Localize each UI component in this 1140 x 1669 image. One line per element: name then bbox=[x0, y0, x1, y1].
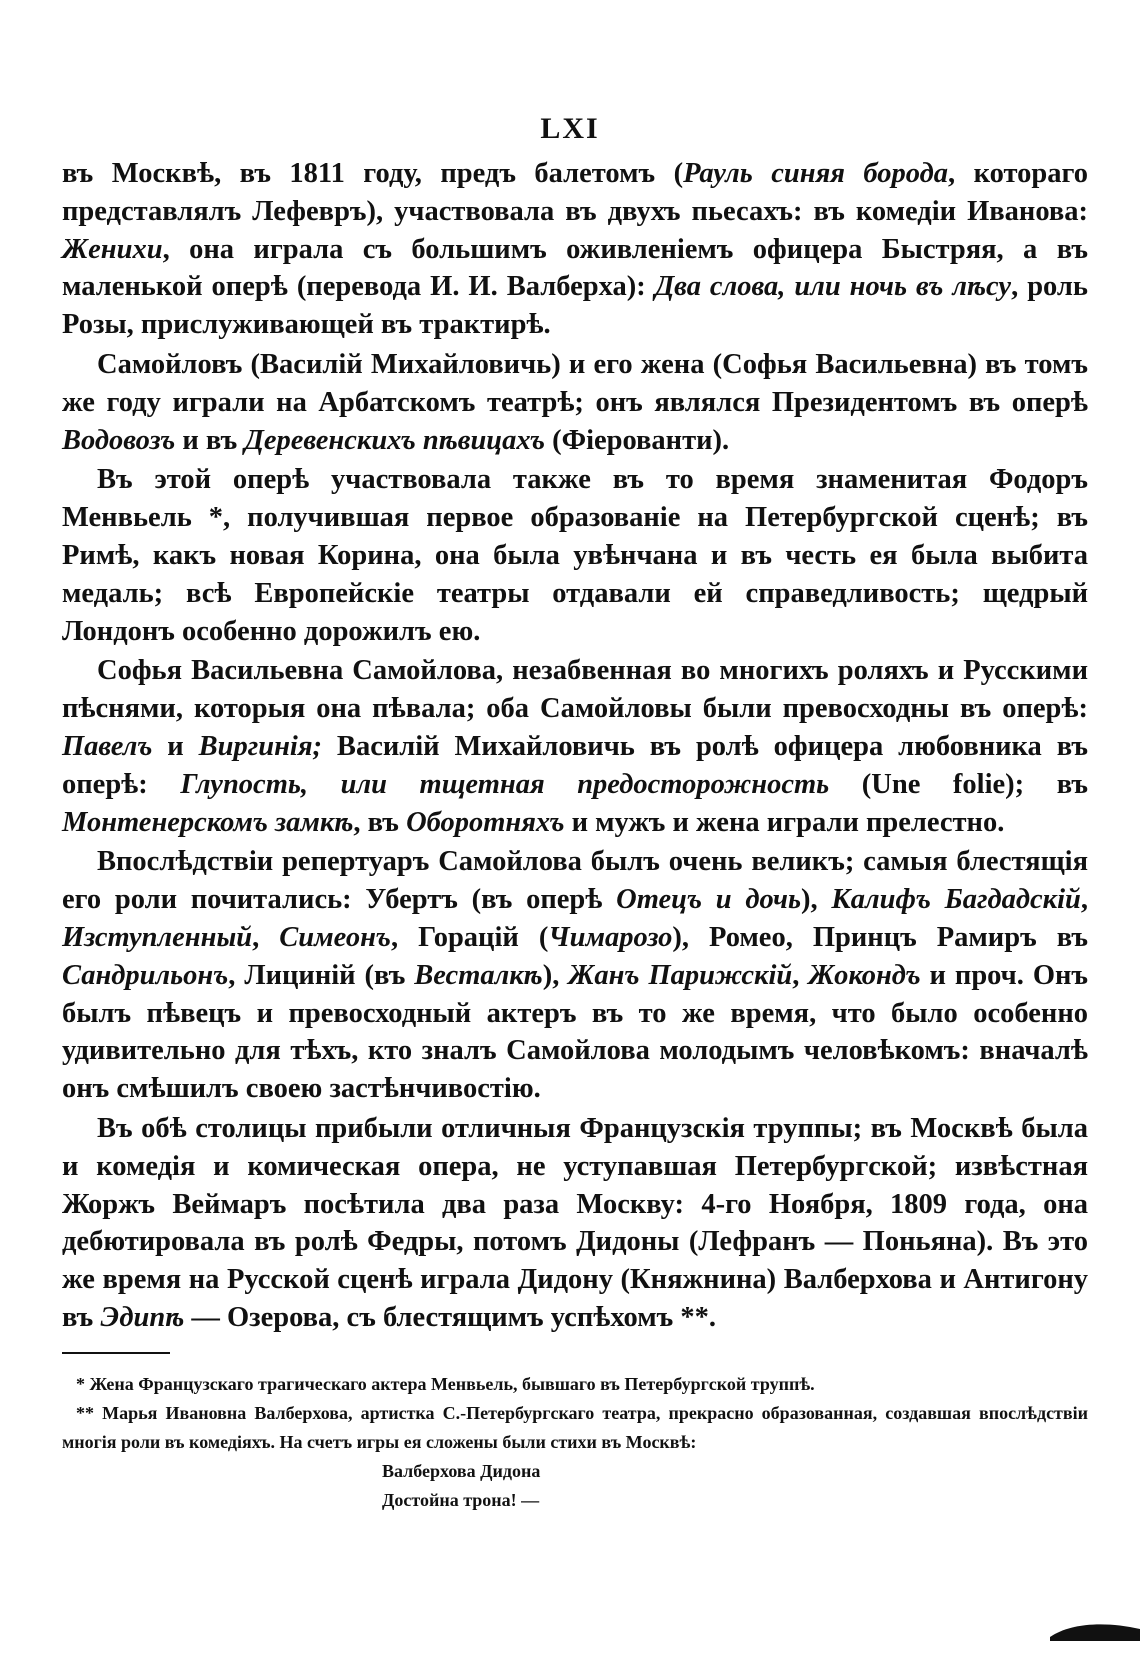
text-run: ), bbox=[801, 884, 832, 916]
footnote-2: ** Марья Ивановна Валберхова, артистка С.-Петербургскаго театра, прекрасно образованная, создавшая впослѣдствіи многія роли въ комедіяхъ. На счетъ игры ея сложены были стихи въ Москвѣ: bbox=[62, 1403, 1088, 1452]
text-run: , она играла съ большимъ оживленіемъ офицера Быстряя, а въ маленькой оперѣ (перевода И. И. Валберха): bbox=[62, 233, 1088, 303]
paragraph bbox=[62, 346, 1088, 459]
text-run: въ Москвѣ, въ 1811 году, предъ балетомъ ( bbox=[62, 158, 684, 189]
italic-title: Виргинія; bbox=[198, 730, 323, 762]
italic-title: Женихи bbox=[62, 233, 163, 265]
italic-title: Водовозъ bbox=[62, 424, 176, 456]
text-run: (Фіерованти). bbox=[544, 424, 730, 456]
footnote-1: * Жена Французскаго трагическаго актера Менвьель, бывшаго въ Петербургской труппѣ. bbox=[76, 1374, 815, 1394]
italic-title: Эдипѣ bbox=[100, 1301, 185, 1333]
text-run: , Лициній (въ bbox=[228, 959, 415, 991]
paragraph bbox=[62, 652, 1088, 841]
italic-title: Калифъ Багдадскій bbox=[831, 884, 1081, 916]
italic-title: Павелъ bbox=[62, 730, 153, 762]
italic-title: Сандрильонъ bbox=[62, 959, 229, 991]
footnote-divider bbox=[62, 1352, 170, 1354]
text-run: Въ обѣ столицы прибыли отличныя Французскія труппы; въ Москвѣ была и комедія и комическая опера, не уступавшая Петербургской; извѣстная Жоржъ Веймаръ посѣтила два раза Москву: 4-го Ноября, 1809 года, она дебютировала въ ролѣ Федры, потомъ Дидоны (Лефранъ — Поньяна). Въ это же время на Русской сценѣ играла Дидону (Княжнина) Валберхова и Антигону въ bbox=[62, 1112, 1088, 1333]
italic-title: Деревенскихъ пѣвицахъ bbox=[244, 424, 545, 456]
italic-title: Монтенерскомъ замкѣ bbox=[62, 806, 354, 838]
text-run: , bbox=[252, 921, 280, 953]
text-run: Самойловъ (Василій Михайловичь) и его жена (Софья Васильевна) въ томъ же году играли на Арбатскомъ театрѣ; онъ являлся Президентомъ въ оперѣ bbox=[62, 348, 1088, 418]
paragraph bbox=[62, 461, 1088, 650]
paragraph bbox=[62, 1110, 1088, 1337]
paragraph bbox=[62, 843, 1088, 1108]
text-run: и мужъ и жена играли прелестно. bbox=[564, 806, 1005, 838]
text-run: ), bbox=[542, 959, 569, 991]
footnote-verse-line-2: Достойна трона! — bbox=[382, 1490, 540, 1510]
footnotes bbox=[62, 1370, 1088, 1515]
italic-title: Глупость, или тщетная предосторожность bbox=[180, 768, 830, 800]
text-run: , bbox=[1080, 884, 1088, 916]
italic-title: Отецъ и дочь bbox=[616, 884, 802, 916]
paragraph bbox=[62, 155, 1088, 344]
text-run: Софья Васильевна Самойлова, незабвенная во многихъ роляхъ и Русскими пѣснями, которыя она пѣвала; оба Самойловы были превосходны въ оперѣ: bbox=[62, 655, 1088, 725]
italic-title: Изступленный bbox=[62, 921, 253, 953]
text-run: и проч. Онъ былъ пѣвецъ и превосходный актеръ въ то же время, что было особенно удивительно для тѣхъ, кто зналъ Самойлова молодымъ человѣкомъ: вначалѣ онъ смѣшилъ своею застѣнчивостію. bbox=[62, 959, 1089, 1105]
text-run: Василій Михайловичь въ ролѣ офицера любовника въ оперѣ: bbox=[62, 730, 1088, 800]
text-run: — Озерова, съ блестящимъ успѣхомъ **. bbox=[184, 1301, 716, 1333]
italic-title: Оборотняхъ bbox=[406, 806, 565, 838]
text-run: (Une folie); въ bbox=[829, 768, 1089, 800]
italic-title: Чимарозо bbox=[548, 921, 673, 953]
text-run: , въ bbox=[353, 806, 407, 838]
text-run: , Горацій ( bbox=[390, 921, 549, 953]
body-text bbox=[62, 155, 1088, 1337]
text-run: Впослѣдствіи репертуаръ Самойлова былъ очень великъ; самыя блестящія его роли почитались: Убертъ (въ оперѣ bbox=[62, 846, 1088, 916]
italic-title: Два слова, или ночь въ лѣсу bbox=[654, 271, 1012, 303]
text-run: и bbox=[152, 730, 199, 762]
italic-title: Симеонъ bbox=[279, 921, 391, 953]
italic-title: Весталкѣ bbox=[414, 959, 543, 991]
text-run: , котораго представлялъ Лефевръ), участвовала въ двухъ пьесахъ: въ комедіи Иванова: bbox=[62, 158, 1088, 227]
text-run: Въ этой оперѣ участвовала также въ то время знаменитая Фодоръ Менвьель *, получившая первое образованіе на Петербургской сценѣ; въ Римѣ, какъ новая Корина, она была увѣнчана и въ честь ея была выбита медаль; всѣ Европейскіе театры отдавали ей справедливость; щедрый Лондонъ особенно дорожилъ ею. bbox=[62, 464, 1088, 647]
text-run: , роль Розы, прислуживающей въ трактирѣ. bbox=[62, 271, 1088, 341]
italic-title: Рауль синяя борода bbox=[683, 158, 949, 189]
italic-title: Жанъ Парижскій bbox=[568, 959, 793, 991]
text-run: , bbox=[792, 959, 809, 991]
page-number: LXI bbox=[540, 112, 600, 145]
text-run: и въ bbox=[175, 424, 245, 456]
text-run: ), Ромео, Принцъ Рамиръ въ bbox=[672, 921, 1088, 953]
footnote-verse-line-1: Валберхова Дидона bbox=[382, 1461, 541, 1481]
italic-title: Жокондъ bbox=[808, 959, 921, 991]
page-edge-mark bbox=[1050, 1619, 1140, 1641]
